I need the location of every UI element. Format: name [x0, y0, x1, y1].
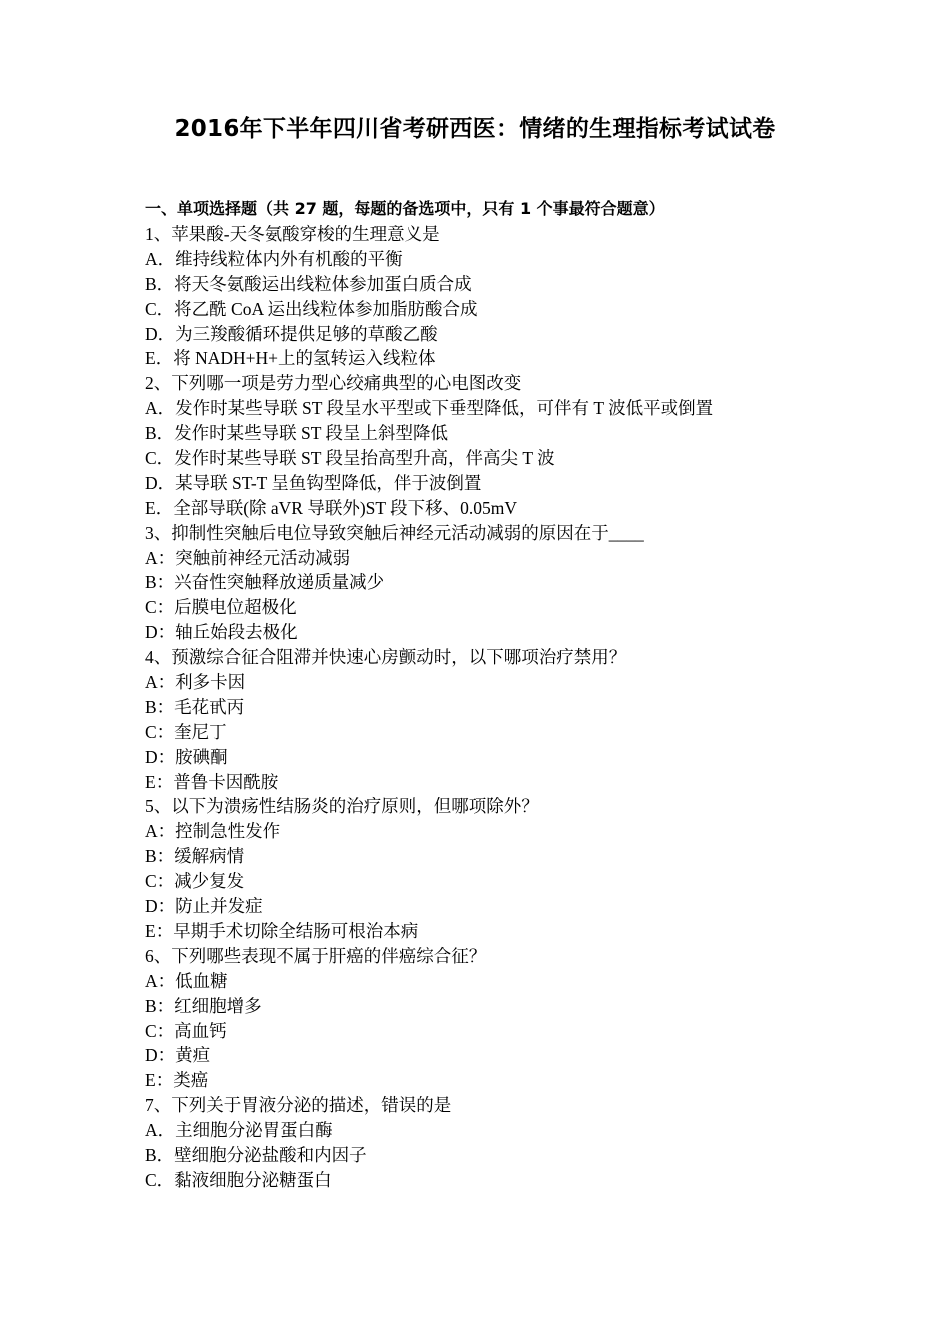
answer-option: B．将天冬氨酸运出线粒体参加蛋白质合成 — [145, 273, 472, 294]
answer-option: E：早期手术切除全结肠可根治本病 — [145, 920, 419, 941]
answer-option: E：普鲁卡因酰胺 — [145, 771, 279, 792]
answer-option: B．发作时某些导联 ST 段呈上斜型降低 — [145, 423, 449, 444]
question-4 — [145, 645, 845, 794]
question-2 — [145, 371, 845, 520]
page-title: 2016年下半年四川省考研西医：情绪的生理指标考试试卷 — [174, 116, 776, 142]
question-stem: 3、抑制性突触后电位导致突触后神经元活动减弱的原因在于____ — [145, 522, 644, 543]
question-6 — [145, 944, 845, 1093]
answer-option: A：控制急性发作 — [145, 821, 281, 842]
answer-option: B：毛花甙丙 — [145, 696, 245, 717]
question-1 — [145, 222, 845, 371]
answer-option: A：利多卡因 — [145, 672, 246, 693]
question-stem: 5、以下为溃疡性结肠炎的治疗原则，但哪项除外？ — [145, 796, 539, 817]
question-stem: 6、下列哪些表现不属于肝癌的伴癌综合征？ — [145, 945, 487, 966]
question-7 — [145, 1093, 845, 1193]
answer-option: E．将 NADH+H+上的氢转运入线粒体 — [145, 348, 436, 369]
question-stem: 7、下列关于胃液分泌的描述，错误的是 — [145, 1095, 452, 1116]
answer-option: B：缓解病情 — [145, 846, 245, 867]
answer-option: D：胺碘酮 — [145, 746, 228, 767]
question-stem: 2、下列哪一项是劳力型心绞痛典型的心电图改变 — [145, 373, 522, 394]
answer-option: B：红细胞增多 — [145, 995, 262, 1016]
answer-option: D：防止并发症 — [145, 896, 263, 917]
answer-option: A：突触前神经元活动减弱 — [145, 547, 351, 568]
question-5 — [145, 794, 845, 943]
question-stem: 1、苹果酸-天冬氨酸穿梭的生理意义是 — [145, 224, 440, 244]
answer-option: C．将乙酰 CoA 运出线粒体参加脂肪酸合成 — [145, 298, 478, 319]
answer-option: D：黄疸 — [145, 1045, 211, 1066]
answer-option: C．发作时某些导联 ST 段呈抬高型升高，伴高尖 T 波 — [145, 448, 555, 469]
answer-option: A．主细胞分泌胃蛋白酶 — [145, 1120, 333, 1141]
answer-option: E：类癌 — [145, 1070, 209, 1091]
answer-option: A．维持线粒体内外有机酸的平衡 — [145, 248, 403, 269]
answer-option: D．为三羧酸循环提供足够的草酸乙酸 — [145, 323, 438, 344]
exam-content — [145, 196, 845, 1193]
answer-option: C：后膜电位超极化 — [145, 597, 297, 618]
section-heading: 一、单项选择题（共 27 题，每题的备选项中，只有 1 个事最符合题意） — [145, 199, 665, 218]
question-3 — [145, 521, 845, 645]
answer-option: B：兴奋性突触释放递质量减少 — [145, 572, 385, 593]
answer-option: A．发作时某些导联 ST 段呈水平型或下垂型降低，可伴有 T 波低平或倒置 — [145, 398, 714, 419]
question-stem: 4、预激综合征合阻滞并快速心房颤动时，以下哪项治疗禁用？ — [145, 647, 627, 668]
answer-option: A：低血糖 — [145, 970, 228, 991]
answer-option: E．全部导联(除 aVR 导联外)ST 段下移、0.05mV — [145, 497, 518, 518]
answer-option: C：奎尼丁 — [145, 721, 227, 742]
answer-option: D：轴丘始段去极化 — [145, 622, 298, 643]
answer-option: C．黏液细胞分泌糖蛋白 — [145, 1169, 332, 1190]
answer-option: B．壁细胞分泌盐酸和内因子 — [145, 1144, 367, 1165]
answer-option: D．某导联 ST-T 呈鱼钩型降低，伴于波倒置 — [145, 472, 482, 493]
answer-option: C：减少复发 — [145, 871, 245, 892]
answer-option: C：高血钙 — [145, 1020, 227, 1041]
